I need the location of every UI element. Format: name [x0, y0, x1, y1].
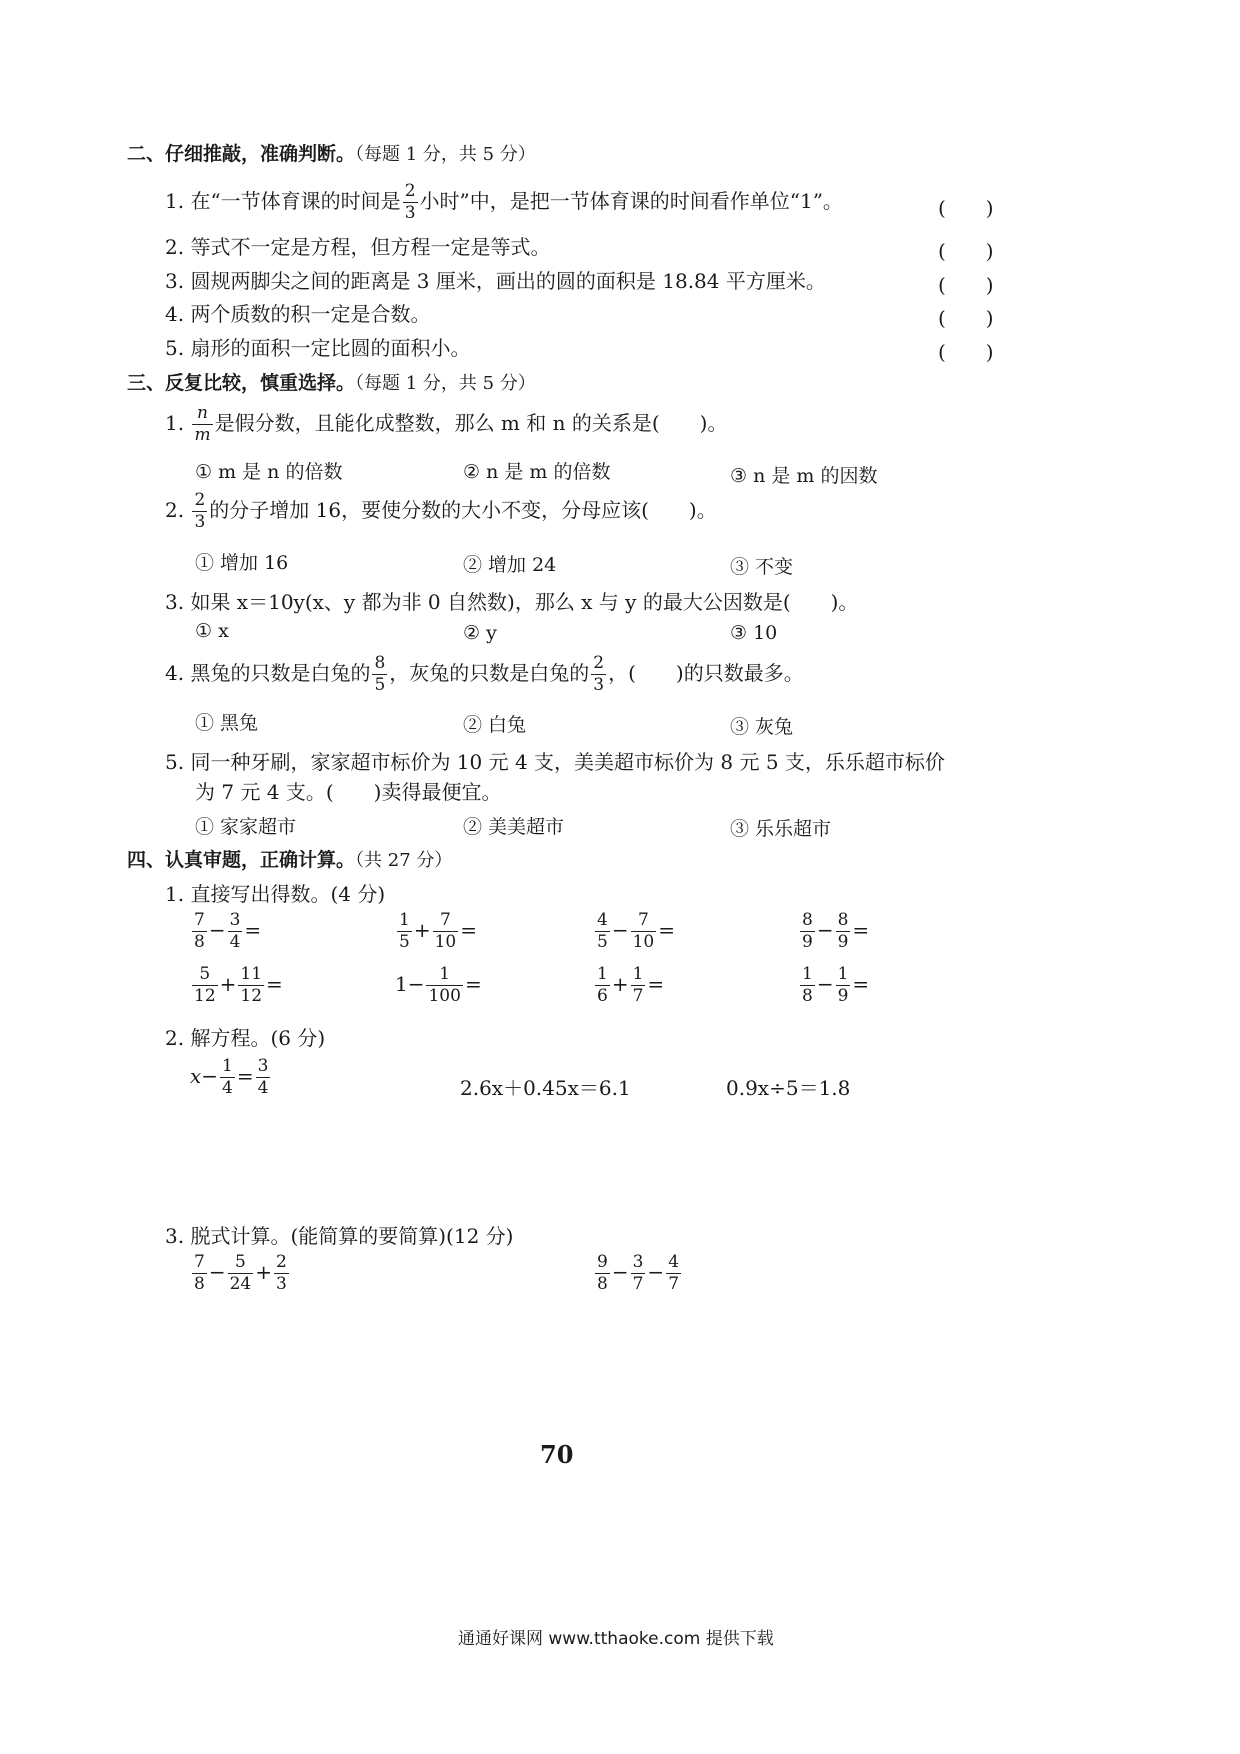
denominator: 3	[404, 203, 416, 223]
denominator: 24	[229, 1274, 252, 1294]
answer-blank[interactable]: ( )	[938, 340, 994, 364]
numerator: 5	[192, 966, 218, 986]
fraction	[192, 405, 212, 444]
denominator: 5	[597, 932, 608, 952]
numerator: 1	[597, 964, 608, 984]
numerator: 3	[257, 1056, 269, 1076]
page-number: 70	[540, 1440, 574, 1469]
section-3-heading	[127, 368, 536, 395]
item-text: 等式不一定是方程，但方程一定是等式。	[190, 235, 551, 259]
numerator: 2	[593, 653, 605, 673]
operator: +	[255, 1260, 272, 1284]
mental-calc-a3[interactable]	[593, 912, 675, 951]
subsection-2-title: 2. 解方程。(6 分)	[165, 1026, 326, 1050]
denominator: 8	[597, 1274, 608, 1294]
mental-calc-a1[interactable]	[190, 912, 261, 951]
mental-calc-a4[interactable]	[798, 912, 869, 951]
option-1[interactable]: ① 增加 16	[195, 552, 289, 574]
numerator: 2	[194, 490, 206, 510]
denominator: 8	[194, 932, 205, 952]
operator: −	[816, 918, 834, 942]
option-3[interactable]: ③ 10	[730, 622, 778, 644]
equation-3[interactable]: 0.9x÷5＝1.8	[726, 1076, 851, 1100]
numerator: 7	[631, 912, 657, 932]
option-3[interactable]: ③ 乐乐超市	[730, 818, 832, 840]
denominator: 12	[194, 986, 216, 1006]
numerator: 5	[228, 1254, 254, 1274]
numerator: 2	[276, 1252, 287, 1272]
option-3[interactable]: ③ 灰兔	[730, 716, 794, 738]
judge-item-3	[165, 265, 826, 294]
judge-item-4	[165, 298, 430, 327]
denominator: 5	[374, 675, 386, 695]
operator: −	[611, 918, 629, 942]
option-3[interactable]: ③ 不变	[730, 556, 794, 578]
mental-calc-b2[interactable]	[395, 966, 482, 1005]
denominator: 7	[632, 1274, 644, 1294]
operator: −	[647, 1260, 665, 1284]
numerator: 7	[194, 910, 205, 930]
answer-blank[interactable]: ( )	[938, 273, 994, 297]
mental-calc-b3[interactable]	[593, 966, 664, 1005]
numerator: 7	[194, 1252, 205, 1272]
numerator: 1	[802, 964, 813, 984]
denominator: 6	[597, 986, 608, 1006]
answer-blank[interactable]: ( )	[938, 306, 994, 330]
judge-item-5	[165, 332, 470, 361]
operator: +	[413, 918, 431, 942]
denominator: 3	[593, 675, 605, 695]
denominator: 4	[222, 1078, 233, 1098]
expression-prefix: 1−	[395, 972, 425, 996]
numerator: 7	[433, 912, 459, 932]
numerator: 11	[240, 964, 263, 984]
item-text-line-2: 为 7 元 4 支。( )卖得最便宜。	[195, 780, 502, 804]
denominator: 12	[240, 986, 263, 1006]
item-text: ，灰兔的只数是白兔的	[389, 661, 590, 685]
step-calc-2[interactable]	[593, 1254, 683, 1293]
item-number: 2.	[165, 235, 185, 259]
fraction	[403, 183, 418, 222]
item-text: ，( )的只数最多。	[608, 661, 804, 685]
operator: −	[208, 1260, 226, 1284]
numerator: 8	[802, 910, 813, 930]
operator: +	[611, 972, 629, 996]
denominator: m	[194, 425, 211, 445]
item-number: 3.	[165, 269, 185, 293]
equals: =	[266, 972, 283, 996]
denominator: 4	[229, 932, 241, 952]
item-text: 如果 x＝10y(x、y 都为非 0 自然数)，那么 x 与 y 的最大公因数是( )。	[190, 590, 859, 614]
denominator: 10	[632, 932, 655, 952]
numerator: 3	[229, 910, 241, 930]
option-1[interactable]: ① 黑兔	[195, 712, 259, 734]
section-3-title: 三、反复比较，慎重选择。	[127, 372, 356, 394]
item-number: 5.	[165, 750, 185, 774]
choice-question-1	[165, 405, 727, 444]
section-2-title: 二、仔细推敲，准确判断。	[127, 143, 356, 165]
numerator: 8	[374, 653, 386, 673]
equals: =	[852, 972, 870, 996]
denominator: 5	[399, 932, 410, 952]
option-2[interactable]: ② n 是 m 的倍数	[463, 461, 611, 483]
item-text: 圆规两脚尖之间的距离是 3 厘米，画出的圆的面积是 18.84 平方厘米。	[190, 269, 826, 293]
option-1[interactable]: ① 家家超市	[195, 816, 297, 838]
denominator: 9	[802, 932, 813, 952]
operator: −	[816, 972, 834, 996]
section-2-note: （每题 1 分，共 5 分）	[355, 144, 536, 165]
equation-1[interactable]	[190, 1058, 272, 1097]
section-2-heading	[127, 139, 536, 166]
numerator: 9	[597, 1252, 608, 1272]
option-2[interactable]: ② 美美超市	[463, 816, 565, 838]
equals: =	[236, 1064, 254, 1088]
operator: +	[219, 972, 237, 996]
item-text: 同一种牙刷，家家超市标价为 10 元 4 支，美美超市标价为 8 元 5 支，乐乐超市标价	[190, 750, 945, 774]
mental-calc-b1[interactable]	[190, 966, 283, 1005]
numerator: 1	[837, 964, 849, 984]
footer-text: 通通好课网 www.tthaoke.com 提供下载	[458, 1629, 774, 1649]
mental-calc-a2[interactable]	[395, 912, 477, 951]
choice-question-4	[165, 655, 804, 694]
answer-blank[interactable]: ( )	[938, 196, 994, 220]
section-4-heading	[127, 845, 452, 872]
operator: −	[611, 1260, 629, 1284]
equals: =	[464, 972, 482, 996]
numerator: n	[192, 405, 212, 425]
operator: −	[208, 918, 226, 942]
item-text: 扇形的面积一定比圆的面积小。	[190, 336, 471, 360]
equals: =	[852, 918, 870, 942]
judge-item-1	[165, 183, 843, 222]
denominator: 9	[837, 986, 849, 1006]
item-text: 小时”中，是把一节体育课的时间看作单位“1”。	[419, 189, 843, 213]
denominator: 8	[802, 986, 813, 1006]
equals: =	[244, 918, 262, 942]
denominator: 3	[276, 1274, 287, 1294]
equation-2[interactable]: 2.6x＋0.45x＝6.1	[460, 1076, 631, 1100]
choice-question-5	[165, 746, 945, 775]
section-4-title: 四、认真审题，正确计算。	[127, 849, 356, 871]
choice-question-3	[165, 586, 858, 615]
section-4-note: （共 27 分）	[355, 850, 453, 871]
denominator: 7	[632, 986, 644, 1006]
mental-calc-b4[interactable]	[798, 966, 869, 1005]
fraction	[372, 655, 387, 694]
item-number: 2.	[165, 498, 185, 522]
numerator: 4	[668, 1252, 680, 1272]
numerator: 2	[404, 181, 416, 201]
item-text: 在“一节体育课的时间是	[190, 189, 401, 213]
denominator: 7	[668, 1274, 680, 1294]
numerator: 4	[597, 910, 608, 930]
answer-blank[interactable]: ( )	[938, 239, 994, 263]
numerator: 1	[399, 910, 410, 930]
denominator: 10	[434, 932, 457, 952]
expression-prefix: x−	[190, 1064, 219, 1088]
option-1[interactable]: ① x	[195, 620, 229, 642]
denominator: 3	[194, 512, 206, 532]
item-number: 4.	[165, 661, 185, 685]
equals: =	[658, 918, 675, 942]
item-text: 黑兔的只数是白兔的	[190, 661, 371, 685]
item-text: 是假分数，且能化成整数，那么 m 和 n 的关系是( )。	[214, 411, 728, 435]
choice-question-2	[165, 492, 717, 531]
item-text: 两个质数的积一定是合数。	[190, 302, 431, 326]
step-calc-1[interactable]	[190, 1254, 291, 1293]
item-number: 1.	[165, 189, 185, 213]
numerator: 1	[222, 1056, 233, 1076]
option-1[interactable]: ① m 是 n 的倍数	[195, 461, 343, 483]
option-2[interactable]: ② 增加 24	[463, 554, 557, 576]
item-number: 1.	[165, 411, 185, 435]
denominator: 9	[837, 932, 849, 952]
fraction	[192, 492, 207, 531]
subsection-3-title: 3. 脱式计算。(能简算的要简算)(12 分)	[165, 1224, 514, 1248]
fraction	[591, 655, 606, 694]
numerator: 1	[426, 966, 462, 986]
judge-item-2	[165, 231, 550, 260]
denominator: 8	[194, 1274, 205, 1294]
option-2[interactable]: ② y	[463, 622, 497, 644]
numerator: 1	[632, 964, 644, 984]
section-3-note: （每题 1 分，共 5 分）	[355, 373, 536, 394]
item-number: 5.	[165, 336, 185, 360]
numerator: 3	[632, 1252, 644, 1272]
numerator: 8	[837, 910, 849, 930]
equals: =	[647, 972, 665, 996]
item-number: 3.	[165, 590, 185, 614]
denominator: 100	[428, 986, 461, 1006]
subsection-1-title: 1. 直接写出得数。(4 分)	[165, 882, 386, 906]
item-number: 4.	[165, 302, 185, 326]
item-text: 的分子增加 16，要使分数的大小不变，分母应该( )。	[209, 498, 717, 522]
equals: =	[460, 918, 477, 942]
option-2[interactable]: ② 白兔	[463, 714, 527, 736]
denominator: 4	[257, 1078, 269, 1098]
option-3[interactable]: ③ n 是 m 的因数	[730, 465, 878, 487]
